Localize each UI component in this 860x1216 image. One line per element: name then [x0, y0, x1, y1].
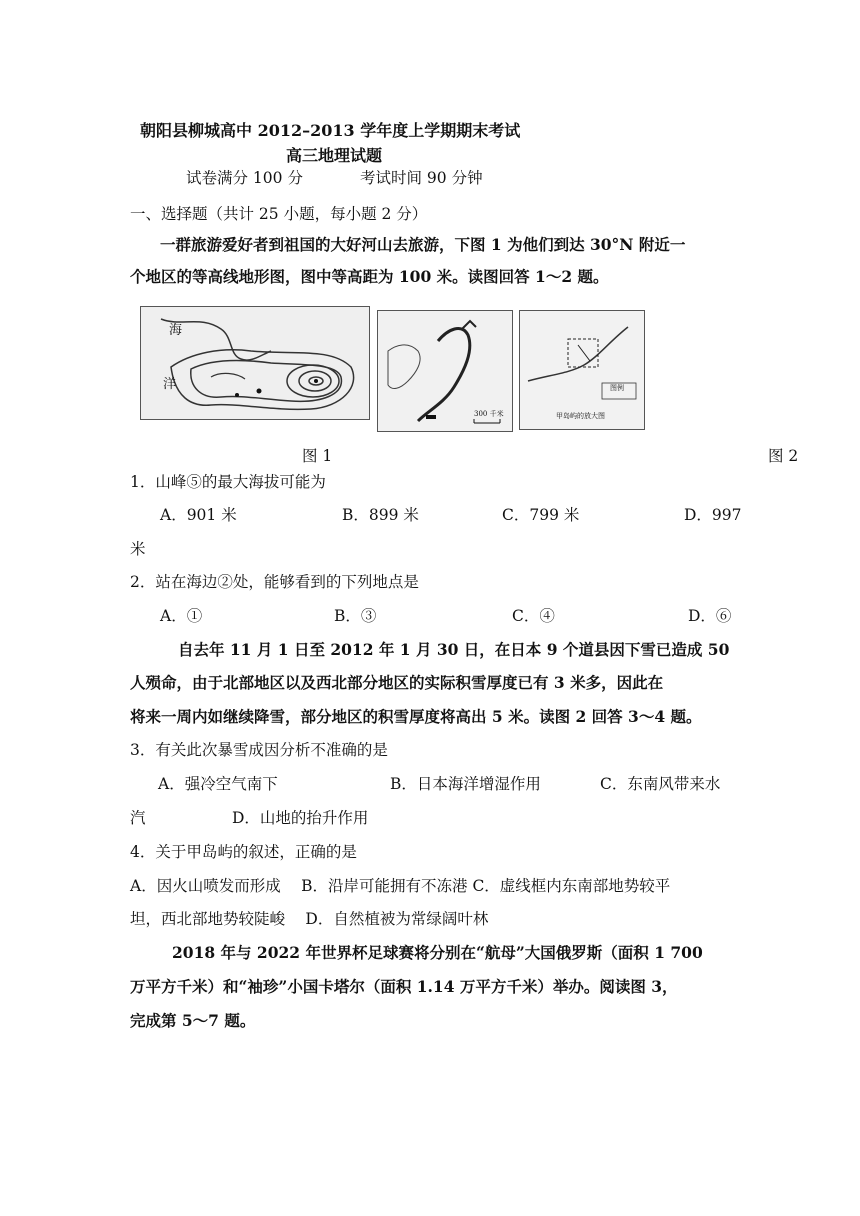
passage-3-line-1: 2018 年与 2022 年世界杯足球赛将分别在“航母”大国俄罗斯（面积 1 700: [172, 943, 703, 962]
question-1-stem: 1．山峰⑤的最大海拔可能为: [130, 473, 326, 491]
intro-line-1: 一群旅游爱好者到祖国的大好河山去旅游，下图 1 为他们到达 30°N 附近一: [160, 235, 686, 254]
passage-3-line-2: 万平方千米）和“袖珍”小国卡塔尔（面积 1.14 万平方千米）举办。阅读图 3，: [130, 977, 678, 996]
passage-3-line-3: 完成第 5～7 题。: [130, 1011, 256, 1030]
q3-option-b: B．日本海洋增湿作用: [390, 775, 541, 793]
scale-label: 300 千米: [474, 410, 504, 418]
q1-option-a: A．901 米: [160, 506, 237, 524]
q4-options-line-1: A．因火山喷发而形成 B．沿岸可能拥有不冻港 C．虚线框内东南部地势较平: [130, 877, 671, 895]
passage-2-line-3: 将来一周内如继续降雪，部分地区的积雪厚度将高出 5 米。读图 2 回答 3～4 题。: [130, 707, 702, 726]
q4-options-line-2: 坦，西北部地势较陡峻 D．自然植被为常绿阔叶林: [130, 910, 489, 928]
figure-1-caption: 图 1: [302, 447, 333, 465]
question-4-stem: 4．关于甲岛屿的叙述，正确的是: [130, 843, 357, 861]
figure-2-caption: 图 2: [768, 447, 799, 465]
passage-2-line-1: 自去年 11 月 1 日至 2012 年 1 月 30 日，在日本 9 个道县因下雪已造成 50: [178, 640, 730, 659]
section-heading: 一、选择题（共计 25 小题，每小题 2 分）: [130, 205, 428, 223]
island-caption: 甲岛屿的放大图: [556, 412, 605, 420]
q2-option-b: B．③: [334, 607, 377, 625]
q2-option-d: D．⑥: [688, 607, 732, 625]
passage-2-line-2: 人殒命，由于北部地区以及西北部分地区的实际积雪厚度已有 3 米多，因此在: [130, 673, 664, 692]
q2-option-a: A．①: [160, 607, 203, 625]
question-3-stem: 3．有关此次暴雪成因分析不准确的是: [130, 741, 388, 759]
q2-option-c: C．④: [512, 607, 555, 625]
score-info: 试卷满分 100 分: [186, 169, 303, 187]
q1-option-d: D．997: [684, 506, 742, 524]
legend-title: 图例: [610, 384, 624, 392]
q3-option-d: D．山地的抬升作用: [232, 809, 369, 827]
q3-option-c-wrap: 汽: [130, 809, 146, 827]
exam-subtitle: 高三地理试题: [286, 146, 383, 165]
q1-option-c: C．799 米: [502, 506, 580, 524]
sea-label-2: 洋: [163, 377, 177, 392]
exam-title: 朝阳县柳城高中 2012–2013 学年度上学期期末考试: [140, 121, 521, 140]
q3-option-a: A．强冷空气南下: [158, 775, 278, 793]
japan-map: [377, 310, 513, 432]
island-map: [519, 310, 645, 430]
contour-map: [140, 306, 370, 420]
question-2-stem: 2．站在海边②处，能够看到的下列地点是: [130, 573, 419, 591]
time-info: 考试时间 90 分钟: [360, 169, 483, 187]
intro-line-2: 个地区的等高线地形图，图中等高距为 100 米。读图回答 1～2 题。: [130, 267, 609, 286]
q1-option-d-wrap: 米: [130, 540, 146, 558]
sea-label-1: 海: [169, 323, 183, 338]
q1-option-b: B．899 米: [342, 506, 419, 524]
q3-option-c: C．东南风带来水: [600, 775, 721, 793]
